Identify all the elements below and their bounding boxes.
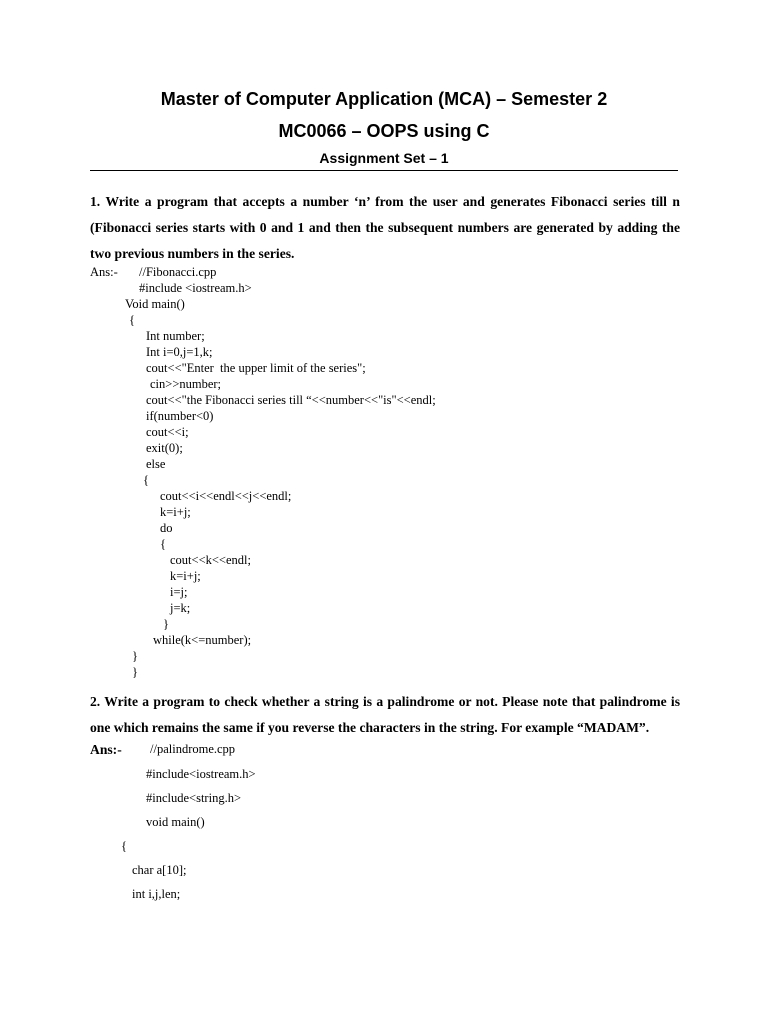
question-2 <box>90 689 680 741</box>
answer-2-label: Ans:- <box>90 742 122 757</box>
answer-1-label: Ans:- <box>90 265 118 279</box>
code-line: #include<iostream.h> <box>146 767 256 781</box>
code-line: cout<<k<<endl; <box>170 553 251 567</box>
code-line: { <box>129 313 135 327</box>
code-line: while(k<=number); <box>153 633 252 647</box>
code-line: cin>>number; <box>150 377 222 391</box>
code-line: #include<string.h> <box>146 791 241 805</box>
code-line: i=j; <box>170 585 188 599</box>
code-line: } <box>132 649 138 663</box>
code-line: } <box>163 617 169 631</box>
code-line: j=k; <box>170 601 191 615</box>
code-line: Void main() <box>125 297 185 311</box>
code-line: if(number<0) <box>146 409 214 423</box>
code-line: { <box>121 839 127 853</box>
question-1-line: two previous numbers in the series. <box>90 246 295 261</box>
code-line: k=i+j; <box>170 569 201 583</box>
question-1-line: 1. Write a program that accepts a number ‘n’ from the user and generates Fibonacci series till n <box>90 194 680 209</box>
code-line: cout<<"Enter the upper limit of the series"; <box>146 361 366 375</box>
code-line: //palindrome.cpp <box>150 742 236 756</box>
code-line: #include <iostream.h> <box>139 281 252 295</box>
code-line: else <box>146 457 166 471</box>
code-line: } <box>132 665 138 679</box>
question-1 <box>90 189 680 267</box>
code-line: void main() <box>146 815 205 829</box>
code-line: k=i+j; <box>160 505 191 519</box>
course-title: MC0066 – OOPS using C <box>278 121 490 141</box>
question-2-line: one which remains the same if you reverse the characters in the string. For example “MADAM”. <box>90 720 650 735</box>
code-line: cout<<i; <box>146 425 189 439</box>
code-line: cout<<"the Fibonacci series till “<<number<<"is"<<endl; <box>146 393 436 407</box>
code-line: //Fibonacci.cpp <box>139 265 217 279</box>
code-line: Int i=0,j=1,k; <box>146 345 213 359</box>
code-line: do <box>160 521 173 535</box>
code-line: int i,j,len; <box>132 887 181 901</box>
code-line: char a[10]; <box>132 863 187 877</box>
code-line: exit(0); <box>146 441 183 455</box>
header-divider <box>90 170 678 171</box>
code-line: { <box>143 473 149 487</box>
assignment-set-title: Assignment Set – 1 <box>319 150 449 166</box>
document-title: Master of Computer Application (MCA) – Semester 2 <box>160 89 608 109</box>
code-line: cout<<i<<endl<<j<<endl; <box>160 489 292 503</box>
code-line: { <box>160 537 166 551</box>
question-1-line: (Fibonacci series starts with 0 and 1 and then the subsequent numbers are generated by adding the <box>90 220 680 235</box>
code-line: Int number; <box>146 329 205 343</box>
question-2-line: 2. Write a program to check whether a string is a palindrome or not. Please note that palindrome is <box>90 694 680 709</box>
